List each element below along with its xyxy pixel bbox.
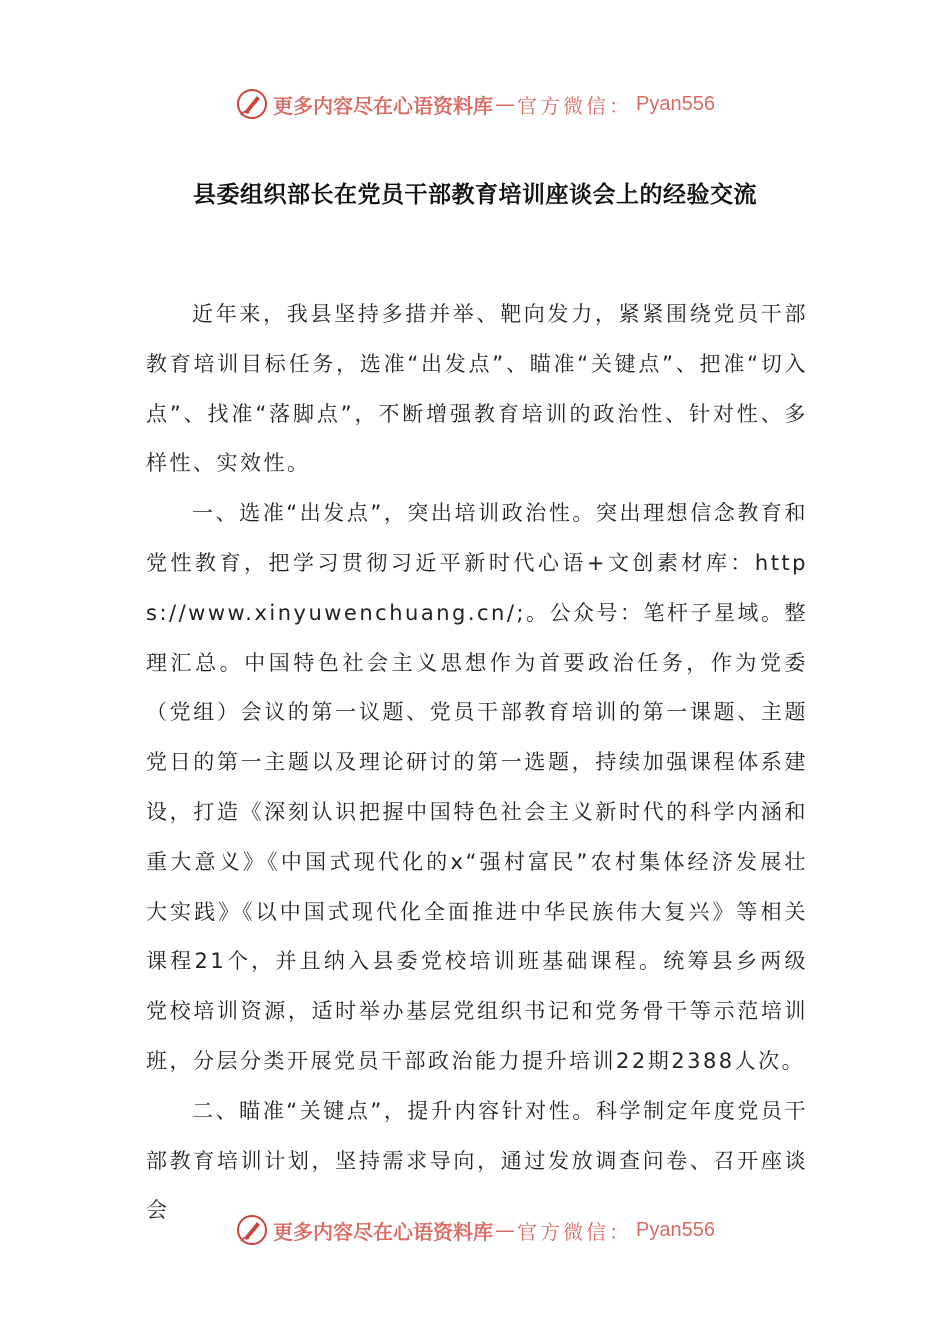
- pen-logo-icon: [235, 87, 269, 121]
- paragraph: 二、瞄准“关键点”，提升内容针对性。科学制定年度党员干部教育培训计划，坚持需求导向，通过发放调查问卷、召开座谈会: [146, 1098, 808, 1223]
- banner-separator: —: [495, 1218, 516, 1242]
- banner-wechat-label: 官方微信：: [517, 1219, 633, 1244]
- banner-separator: —: [495, 92, 516, 116]
- paragraph: 近年来，我县坚持多措并举、靶向发力，紧紧围绕党员干部教育培训目标任务，选准“出发点”、瞄准“关键点”、把准“切入点”、找准“落脚点”，不断增强教育培训的政治性、针对性、多样性、实效性。: [146, 302, 808, 476]
- pen-logo-icon: [235, 1213, 269, 1247]
- paragraph: 一、选准“出发点”，突出培训政治性。突出理想信念教育和党性教育，把学习贯彻习近平新时代心语+文创素材库：https://www.xinyuwenchuang.cn/;。公众号：笔杆子星域。整理汇总。中国特色社会主义思想作为首要政治任务，作为党委（党组）会议的第一议题、党员干部教育培训的第一课题、主题党日的第一主题以及理论研讨的第一选题，持续加强课程体系建设，打造《深刻认识把握中国特色社会主义新时代的科学内涵和重大意义》《中国式现代化的x“强村富民”农村集体经济发展壮大实践》《以中国式现代化全面推进中华民族伟大复兴》等相关课程21个，并且纳入县委党校培训班基础课程。统筹县乡两级党校培训资源，适时举办基层党组织书记和党务骨干等示范培训班，分层分类开展党员干部政治能力提升培训22期2388人次。: [146, 501, 809, 1073]
- document-body: [146, 290, 808, 1236]
- banner-site-text: 更多内容尽在心语资料库: [273, 93, 494, 118]
- banner-site-text: 更多内容尽在心语资料库: [273, 1219, 494, 1244]
- banner-wechat-id: Pyan556: [636, 92, 715, 115]
- banner-wechat-id: Pyan556: [636, 1218, 715, 1241]
- banner-wechat-label: 官方微信：: [517, 93, 633, 118]
- header-banner: [0, 82, 950, 126]
- document-title: 县委组织部长在党员干部教育培训座谈会上的经验交流: [193, 181, 757, 208]
- footer-banner: [0, 1208, 950, 1252]
